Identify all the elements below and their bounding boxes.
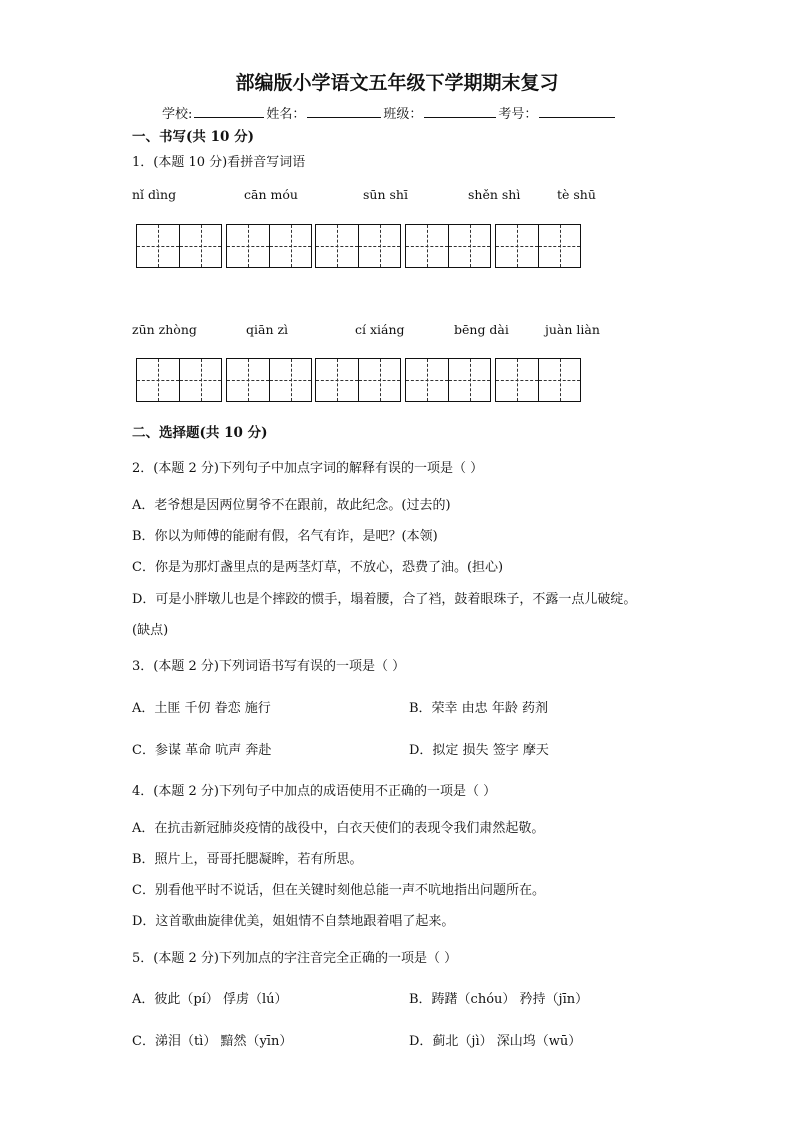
q4-option-d[interactable]: D．这首歌曲旋律优美，姐姐情不自禁地跟着唱了起来。: [132, 914, 455, 929]
pinyin-4: shěn shì: [468, 187, 521, 202]
writing-grid[interactable]: [136, 358, 222, 402]
q3-option-d[interactable]: D．拟定 损失 签字 摩天: [409, 743, 549, 758]
q3-option-b[interactable]: B．荣幸 由忠 年龄 药剂: [409, 701, 548, 716]
q5-option-a[interactable]: A．彼此（pí） 俘虏（lú）: [132, 992, 288, 1007]
question-2-stem: 2．(本题 2 分)下列句子中加点字词的解释有误的一项是（ ）: [132, 461, 484, 476]
q2-option-d[interactable]: D．可是小胖墩儿也是个摔跤的惯手，塌着腰，合了裆，鼓着眼珠子，不露一点儿破绽。: [132, 592, 637, 607]
exam-no-blank[interactable]: [539, 105, 615, 118]
q5-option-b[interactable]: B．踌躇（chóu） 矜持（jīn）: [409, 992, 589, 1007]
writing-grid[interactable]: [315, 358, 401, 402]
section1-heading: 一、书写(共 10 分): [132, 129, 254, 145]
school-blank[interactable]: [194, 105, 264, 118]
class-label: 班级：: [383, 107, 423, 122]
q3-option-a[interactable]: A．土匪 千仞 眷恋 施行: [132, 701, 271, 716]
writing-grid[interactable]: [315, 224, 401, 268]
writing-grid[interactable]: [226, 224, 312, 268]
writing-grid[interactable]: [405, 358, 491, 402]
school-label: 学校:: [162, 107, 193, 122]
question-5-stem: 5．(本题 2 分)下列加点的字注音完全正确的一项是（ ）: [132, 951, 458, 966]
name-blank[interactable]: [307, 105, 381, 118]
writing-grid[interactable]: [226, 358, 312, 402]
name-label: 姓名：: [266, 107, 306, 122]
q5-option-d[interactable]: D．蓟北（jì） 深山坞（wū）: [409, 1034, 582, 1049]
q2-option-a[interactable]: A．老爷想是因两位舅爷不在跟前，故此纪念。(过去的): [132, 498, 451, 513]
question-1-stem: 1．(本题 10 分)看拼音写词语: [132, 155, 306, 170]
pinyin-5: tè shū: [557, 187, 596, 202]
writing-grid[interactable]: [405, 224, 491, 268]
exam-no-label: 考号：: [498, 107, 538, 122]
q4-option-b[interactable]: B．照片上，哥哥托腮凝眸，若有所思。: [132, 852, 363, 867]
section2-heading: 二、选择题(共 10 分): [132, 425, 268, 441]
q4-option-a[interactable]: A．在抗击新冠肺炎疫情的战役中，白衣天使们的表现令我们肃然起敬。: [132, 821, 545, 836]
writing-grid[interactable]: [136, 224, 222, 268]
question-3-stem: 3．(本题 2 分)下列词语书写有误的一项是（ ）: [132, 659, 406, 674]
student-info-line: [162, 103, 617, 122]
writing-grid[interactable]: [495, 358, 581, 402]
pinyin-9: bēng dài: [454, 322, 509, 337]
q4-option-c[interactable]: C．别看他平时不说话，但在关键时刻他总能一声不吭地指出问题所在。: [132, 883, 545, 898]
q2-option-c[interactable]: C．你是为那灯盏里点的是两茎灯草，不放心，恐费了油。(担心): [132, 560, 504, 575]
pinyin-1: nǐ dìng: [132, 187, 177, 202]
q3-option-c[interactable]: C．参谋 革命 吭声 奔赴: [132, 743, 272, 758]
class-blank[interactable]: [424, 105, 496, 118]
pinyin-10: juàn liàn: [545, 322, 600, 337]
page-title: 部编版小学语文五年级下学期期末复习: [235, 72, 559, 94]
pinyin-8: cí xiáng: [355, 322, 405, 337]
q5-option-c[interactable]: C．涕泪（tì） 黯然（yīn）: [132, 1034, 293, 1049]
q2-option-d-note: (缺点): [132, 623, 169, 638]
pinyin-2: cān móu: [244, 187, 298, 202]
question-4-stem: 4．(本题 2 分)下列句子中加点的成语使用不正确的一项是（ ）: [132, 784, 497, 799]
q2-option-b[interactable]: B．你以为师傅的能耐有假，名气有诈，是吧？(本领): [132, 529, 438, 544]
pinyin-6: zūn zhòng: [132, 322, 197, 337]
pinyin-7: qiān zì: [246, 322, 289, 337]
writing-grid[interactable]: [495, 224, 581, 268]
pinyin-3: sūn shī: [363, 187, 408, 202]
